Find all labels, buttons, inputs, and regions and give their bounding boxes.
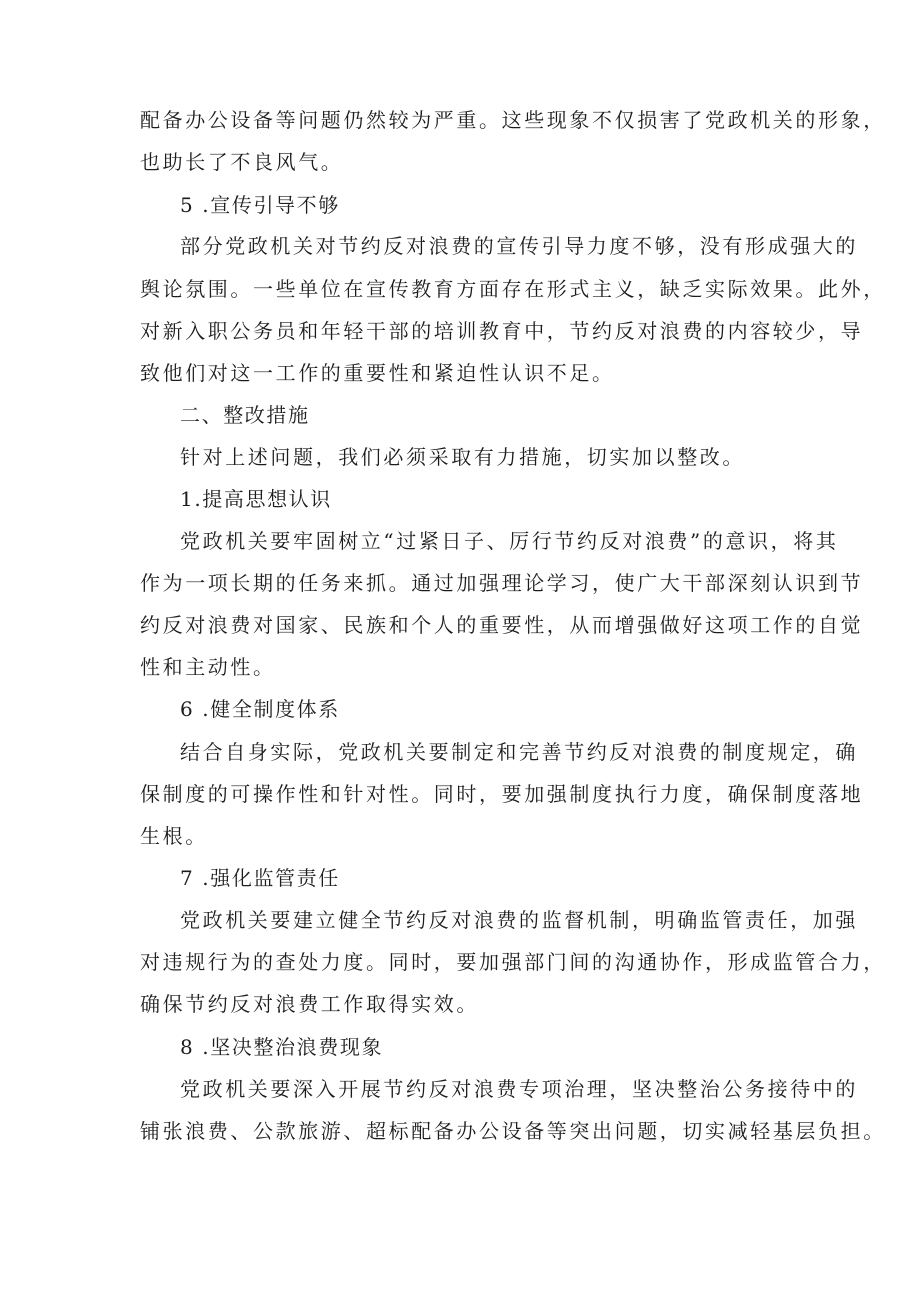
section-heading-1: 1.提高思想认识 — [180, 487, 332, 511]
paragraph-line: 也助长了不良风气。 — [140, 150, 344, 174]
paragraph-line: 党政机关要建立健全节约反对浪费的监督机制，明确监管责任，加强 — [180, 908, 858, 932]
paragraph-line: 党政机关要深入开展节约反对浪费专项治理，坚决整治公务接待中的 — [180, 1077, 858, 1101]
paragraph-line: 针对上述问题，我们必须采取有力措施，切实加以整改。 — [180, 445, 745, 469]
paragraph-line: 对新入职公务员和年轻干部的培训教育中，节约反对浪费的内容较少，导 — [140, 319, 864, 343]
paragraph-line: 铺张浪费、公款旅游、超标配备办公设备等突出问题，切实减轻基层负担。 — [140, 1119, 886, 1143]
paragraph-line: 党政机关要牢固树立“过紧日子、厉行节约反对浪费”的意识，将其 — [180, 529, 839, 553]
paragraph-line: 配备办公设备等问题仍然较为严重。这些现象不仅损害了党政机关的形象， — [140, 108, 886, 132]
paragraph-line: 约反对浪费对国家、民族和个人的重要性，从而增强做好这项工作的自觉 — [140, 613, 864, 637]
section-heading-5: 5 .宣传引导不够 — [180, 193, 340, 217]
section-heading-2: 二、整改措施 — [180, 403, 310, 427]
paragraph-line: 作为一项长期的任务来抓。通过加强理论学习，使广大干部深刻认识到节 — [140, 571, 864, 595]
paragraph-line: 生根。 — [140, 824, 208, 848]
paragraph-line: 性和主动性。 — [140, 655, 276, 679]
paragraph-line: 对违规行为的查处力度。同时，要加强部门间的沟通协作，形成监管合力， — [140, 950, 886, 974]
section-heading-6: 6 .健全制度体系 — [180, 697, 340, 721]
paragraph-line: 结合自身实际，党政机关要制定和完善节约反对浪费的制度规定，确 — [180, 740, 858, 764]
paragraph-line: 舆论氛围。一些单位在宣传教育方面存在形式主义，缺乏实际效果。此外， — [140, 277, 886, 301]
paragraph-line: 保制度的可操作性和针对性。同时，要加强制度执行力度，确保制度落地 — [140, 782, 864, 806]
section-heading-7: 7 .强化监管责任 — [180, 866, 340, 890]
paragraph-line: 确保节约反对浪费工作取得实效。 — [140, 992, 479, 1016]
paragraph-line: 部分党政机关对节约反对浪费的宣传引导力度不够，没有形成强大的 — [180, 234, 858, 258]
section-heading-8: 8 .坚决整治浪费现象 — [180, 1035, 384, 1059]
paragraph-line: 致他们对这一工作的重要性和紧迫性认识不足。 — [140, 361, 615, 385]
